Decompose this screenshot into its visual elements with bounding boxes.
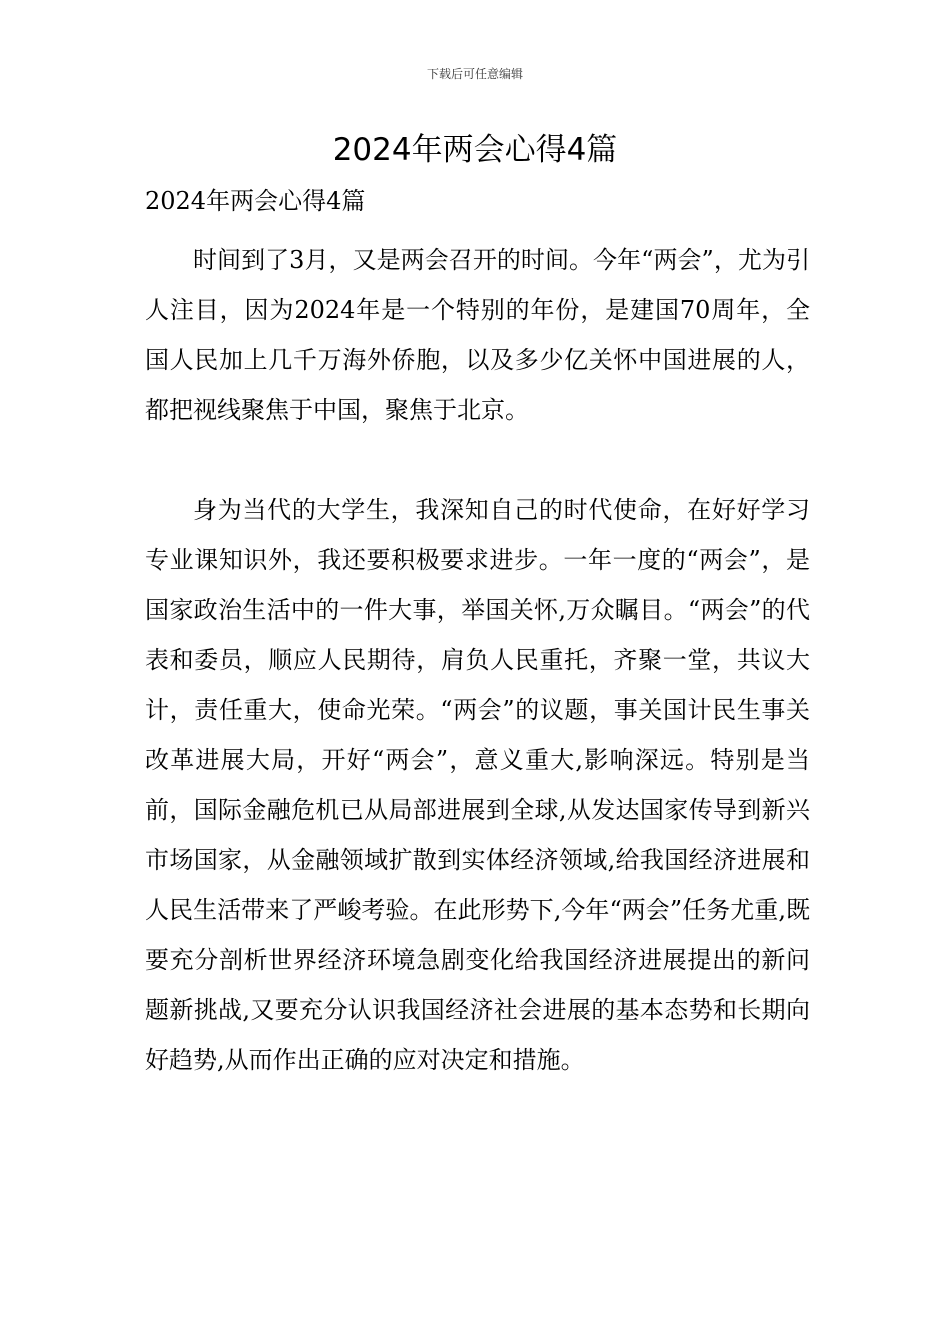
header-note: 下载后可任意编辑 — [426, 67, 523, 81]
paragraph: 时间到了3月，又是两会召开的时间。今年“两会”，尤为引人注目，因为2024年是一个特别的年份，是建国70周年，全国人民加上几千万海外侨胞，以及多少亿关怀中国进展的人，都把视线聚焦于中国，聚焦于北京。 — [145, 246, 810, 424]
page-title: 2024年两会心得4篇 — [332, 132, 618, 168]
document-subtitle: 2024年两会心得4篇 — [145, 187, 366, 215]
paragraph: 身为当代的大学生，我深知自己的时代使命，在好好学习专业课知识外，我还要积极要求进步。一年一度的“两会”，是国家政治生活中的一件大事，举国关怀,万众瞩目。“两会”的代表和委员，顺应人民期待，肩负人民重托，齐聚一堂，共议大计，责任重大，使命光荣。“两会”的议题，事关国计民生事关改革进展大局，开好“两会”，意义重大,影响深远。特别是当前，国际金融危机已从局部进展到全球,从发达国家传导到新兴市场国家，从金融领域扩散到实体经济领域,给我国经济进展和人民生活带来了严峻考验。在此形势下,今年“两会”任务尤重,既要充分剖析世界经济环境急剧变化给我国经济进展提出的新问题新挑战,又要充分认识我国经济社会进展的基本态势和长期向好趋势,从而作出正确的应对决定和措施。 — [145, 496, 810, 1074]
document-body — [145, 179, 810, 1085]
